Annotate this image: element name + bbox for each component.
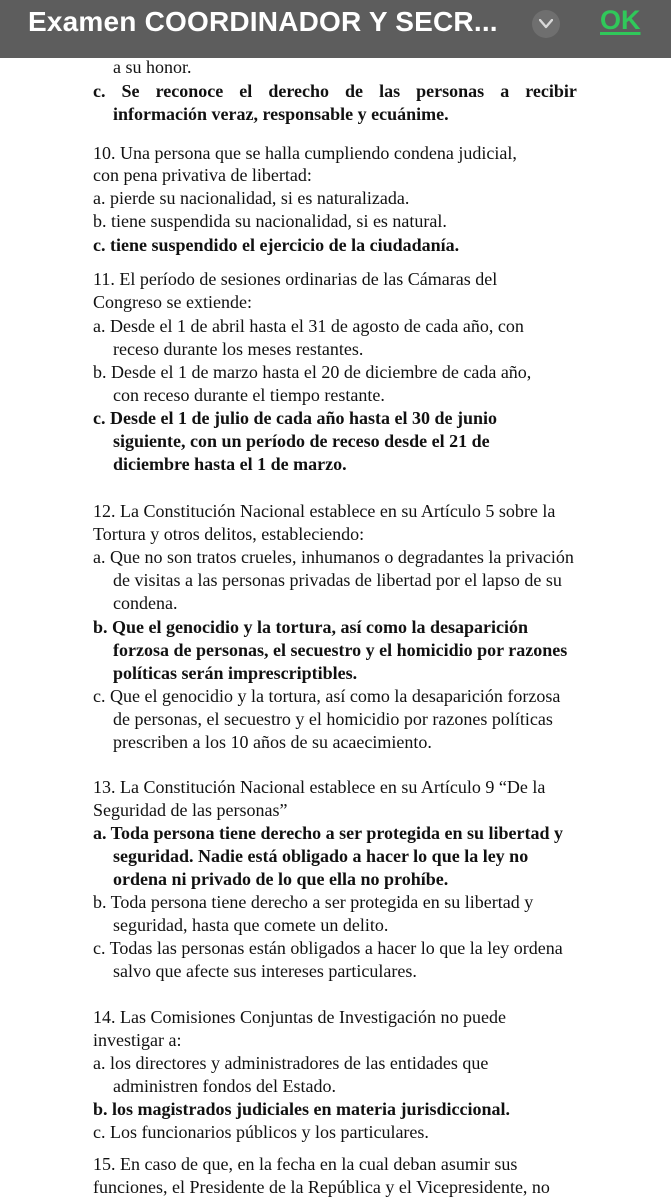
q13-question-line1: 13. La Constitución Nacional establece en su Artículo 9 “De la: [93, 777, 546, 797]
q15-question-line2: funciones, el Presidente de la República y el Vicepresidente, no: [93, 1177, 550, 1197]
q13-option-c-line2: salvo que afecte sus intereses particulares.: [113, 961, 417, 981]
q10-option-a: a. pierde su nacionalidad, si es naturalizada.: [93, 188, 410, 208]
q12-option-a-line2: de visitas a las personas privadas de libertad por el lapso de su: [113, 570, 562, 590]
q10-question-line2: con pena privativa de libertad:: [93, 165, 312, 185]
q12-option-c-line1: c. Que el genocidio y la tortura, así como la desaparición forzosa: [93, 686, 561, 706]
q13-option-c-line1: c. Todas las personas están obligados a hacer lo que la ley ordena: [93, 938, 563, 958]
q13-option-a-line1: a. Toda persona tiene derecho a ser protegida en su libertad y: [93, 823, 564, 843]
q11-option-a-line1: a. Desde el 1 de abril hasta el 31 de agosto de cada año, con: [93, 316, 524, 336]
q12-option-c-line3: prescriben a los 10 años de su acaecimiento.: [113, 732, 432, 752]
q9-option-c-line2: información veraz, responsable y ecuánime.: [113, 104, 449, 124]
q9-option-a-end: a su honor.: [113, 58, 192, 77]
q11-option-c-line1: c. Desde el 1 de julio de cada año hasta el 30 de junio: [93, 408, 498, 428]
q9-option-c-line1: c. Se reconoce el derecho de las personas a recibir: [93, 81, 577, 101]
ok-button[interactable]: OK: [600, 5, 641, 35]
q14-option-a-line1: a. los directores y administradores de las entidades que: [93, 1053, 489, 1073]
q12-option-a-line1: a. Que no son tratos crueles, inhumanos o degradantes la privación: [93, 547, 574, 567]
document-body: [0, 58, 671, 1200]
q10-question-line1: 10. Una persona que se halla cumpliendo condena judicial,: [93, 143, 517, 163]
q12-question-line1: 12. La Constitución Nacional establece en su Artículo 5 sobre la: [93, 501, 556, 521]
q13-option-a-line2: seguridad. Nadie está obligado a hacer lo que la ley no: [113, 846, 529, 866]
q12-question-line2: Tortura y otros delitos, estableciendo:: [93, 524, 365, 544]
q10-option-b: b. tiene suspendida su nacionalidad, si es natural.: [93, 211, 447, 231]
q11-option-a-line2: receso durante los meses restantes.: [113, 339, 364, 359]
q12-option-c-line2: de personas, el secuestro y el homicidio por razones políticas: [113, 709, 553, 729]
q10-option-c: c. tiene suspendido el ejercicio de la ciudadanía.: [93, 235, 460, 255]
exam-title: Examen COORDINADOR Y SECR...: [28, 6, 498, 37]
q12-option-b-line2: forzosa de personas, el secuestro y el homicidio por razones: [113, 640, 568, 660]
q12-option-b-line3: políticas serán imprescriptibles.: [113, 663, 358, 683]
q13-option-b-line2: seguridad, hasta que comete un delito.: [113, 915, 389, 935]
q11-question-line1: 11. El período de sesiones ordinarias de las Cámaras del: [93, 269, 498, 289]
expand-title-button[interactable]: [532, 10, 560, 38]
q11-option-c-line3: diciembre hasta el 1 de marzo.: [113, 454, 347, 474]
q13-question-line2: Seguridad de las personas”: [93, 800, 288, 820]
q12-option-a-line3: condena.: [113, 593, 178, 613]
chevron-down-icon: [539, 19, 553, 29]
q11-option-b-line2: con receso durante el tiempo restante.: [113, 385, 385, 405]
title-bar: [0, 0, 671, 58]
q11-option-c-line2: siguiente, con un período de receso desde el 21 de: [113, 431, 490, 451]
q11-option-b-line1: b. Desde el 1 de marzo hasta el 20 de diciembre de cada año,: [93, 362, 532, 382]
q15-question-line1: 15. En caso de que, en la fecha en la cual deban asumir sus: [93, 1154, 518, 1174]
q14-option-a-line2: administren fondos del Estado.: [113, 1076, 336, 1096]
q13-option-a-line3: ordena ni privado de lo que ella no prohíbe.: [113, 869, 449, 889]
q13-option-b-line1: b. Toda persona tiene derecho a ser protegida en su libertad y: [93, 892, 534, 912]
q11-question-line2: Congreso se extiende:: [93, 292, 252, 312]
q14-option-b: b. los magistrados judiciales en materia jurisdiccional.: [93, 1099, 510, 1119]
q14-question-line2: investigar a:: [93, 1030, 182, 1050]
q14-question-line1: 14. Las Comisiones Conjuntas de Investigación no puede: [93, 1007, 506, 1027]
q14-option-c: c. Los funcionarios públicos y los particulares.: [93, 1122, 429, 1142]
q12-option-b-line1: b. Que el genocidio y la tortura, así como la desaparición: [93, 617, 528, 637]
